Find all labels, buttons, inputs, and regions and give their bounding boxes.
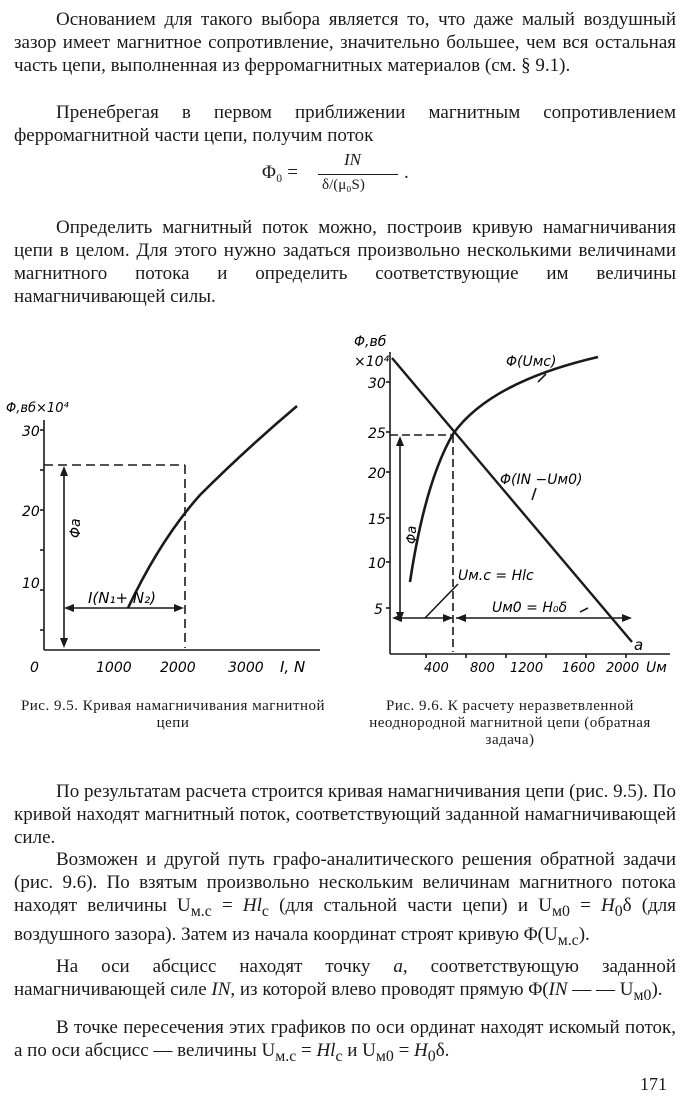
formula-end: . [404,162,409,183]
formula-lhs: Φ₀ = [262,162,298,183]
fig96-y-tick-10: 10 [368,556,386,572]
fig95-y-tick-20: 20 [22,504,40,520]
paragraph-7: В точке пересечения этих графиков по оси ординат находят искомый поток, а по оси абсцисс — величины $U_{м.с} = Hl_c$ и $U_{м0} = H_0\delta$. [14,1017,676,1065]
fig96-x-tick-800: 800 [470,661,495,676]
fig96-umc-label: Uм.с = Hlс [458,568,534,584]
fig95-x-tick-1000: 1000 [96,660,132,676]
fig96-x-tick-400: 400 [424,661,449,676]
paragraph-5: Возможен и другой путь графо-аналитического решения обратной задачи (рис. 9.6). По взятым произвольно нескольким величинам магнитного потока находят величины $U_{м.с} = Hl_c$ (для стальной части цепи) и $U_{м0} = H_0\delta$ (для воздушного зазора). Затем из начала координат строят кривую $\Phi(U_{м.с})$. [14,849,677,949]
fig96-x-axis-label: Uм [646,660,667,676]
fig96-y-axis-label-1: Φ,вб [354,334,387,350]
paragraph-6: На оси абсцисс находят точку a, соответствующую заданной намагничивающей силе IN, из которой влево проводят прямую Φ(IN — — $U_{м0}$). [14,956,676,1004]
formula-denominator: δ/(μ₀S) [322,177,365,193]
formula-numerator: IN [344,150,361,169]
fig96-y-tick-5: 5 [374,602,383,618]
fig96-y-tick-20: 20 [368,466,386,482]
paragraph-1: Основанием для такого выбора является то, что даже малый воздушный зазор имеет магнитное сопротивление, значительно большее, чем вся остальная часть цепи, выполненная из ферромагнитных материалов (см. § 9.1). [14,9,676,76]
fig96-x-tick-1200: 1200 [510,661,544,676]
fig95-y-tick-10: 10 [22,576,40,592]
fig96-y-tick-30: 30 [368,376,386,392]
fig96-y-axis-label-2: ×10⁴ [354,354,390,370]
fig95-x-tick-2000: 2000 [160,660,196,676]
fig95-y-tick-30: 30 [22,424,40,440]
fig96-y-tick-15: 15 [368,512,386,528]
fig96-caption: Рис. 9.6. К расчету неразветвленной неоднородной магнитной цепи (обратная задача) [369,698,651,748]
fig95-phi-label: Φa [68,518,84,538]
fig96-line-leader [532,488,536,500]
figure-9-6 [340,322,694,682]
page-number: 171 [640,1074,667,1094]
fig96-curve-label: Φ(Uмс) [506,354,557,370]
paragraph-2: Пренебрегая в первом приближении магнитным сопротивлением ферромагнитной части цепи, получим поток [14,102,676,146]
figure-9-5 [0,380,330,680]
fig96-line-label: Φ(IN −Uм0) [500,472,583,488]
fig95-origin: 0 [30,660,39,676]
paragraph-4: По результатам расчета строится кривая намагничивания цепи (рис. 9.5). По кривой находят магнитный поток, соответствующий заданной намагничивающей силе. [14,781,676,848]
fig95-arrow-label: I(N₁+ N₂) [88,589,156,607]
fig96-um0-leader [580,608,588,612]
formula-fraction-bar [318,174,398,175]
fig96-point-a-label: a [634,636,644,654]
fig95-x-tick-3000: 3000 [228,660,264,676]
fig95-x-axis-label: I, N [280,658,306,676]
fig96-umc-leader [425,584,458,618]
fig95-magnetization-curve [128,406,297,608]
fig95-y-axis-label: Φ,вб×10⁴ [6,401,69,416]
fig96-x-tick-2000: 2000 [606,661,640,676]
fig96-x-tick-1600: 1600 [562,661,596,676]
fig95-caption: Рис. 9.5. Кривая намагничивания магнитной цепи [20,698,326,731]
fig96-y-tick-25: 25 [368,426,386,442]
flux-formula [262,150,422,200]
fig96-curve-umc [410,357,598,582]
fig96-phi-label: Φa [405,525,420,544]
fig96-um0-label: Uм0 = H₀δ [492,600,568,616]
paragraph-3: Определить магнитный поток можно, построив кривую намагничивания цепи в целом. Для этого нужно задаться произвольно несколькими величинами магнитного потока и определить соответствующие им величины намагничивающей силы. [14,217,676,307]
